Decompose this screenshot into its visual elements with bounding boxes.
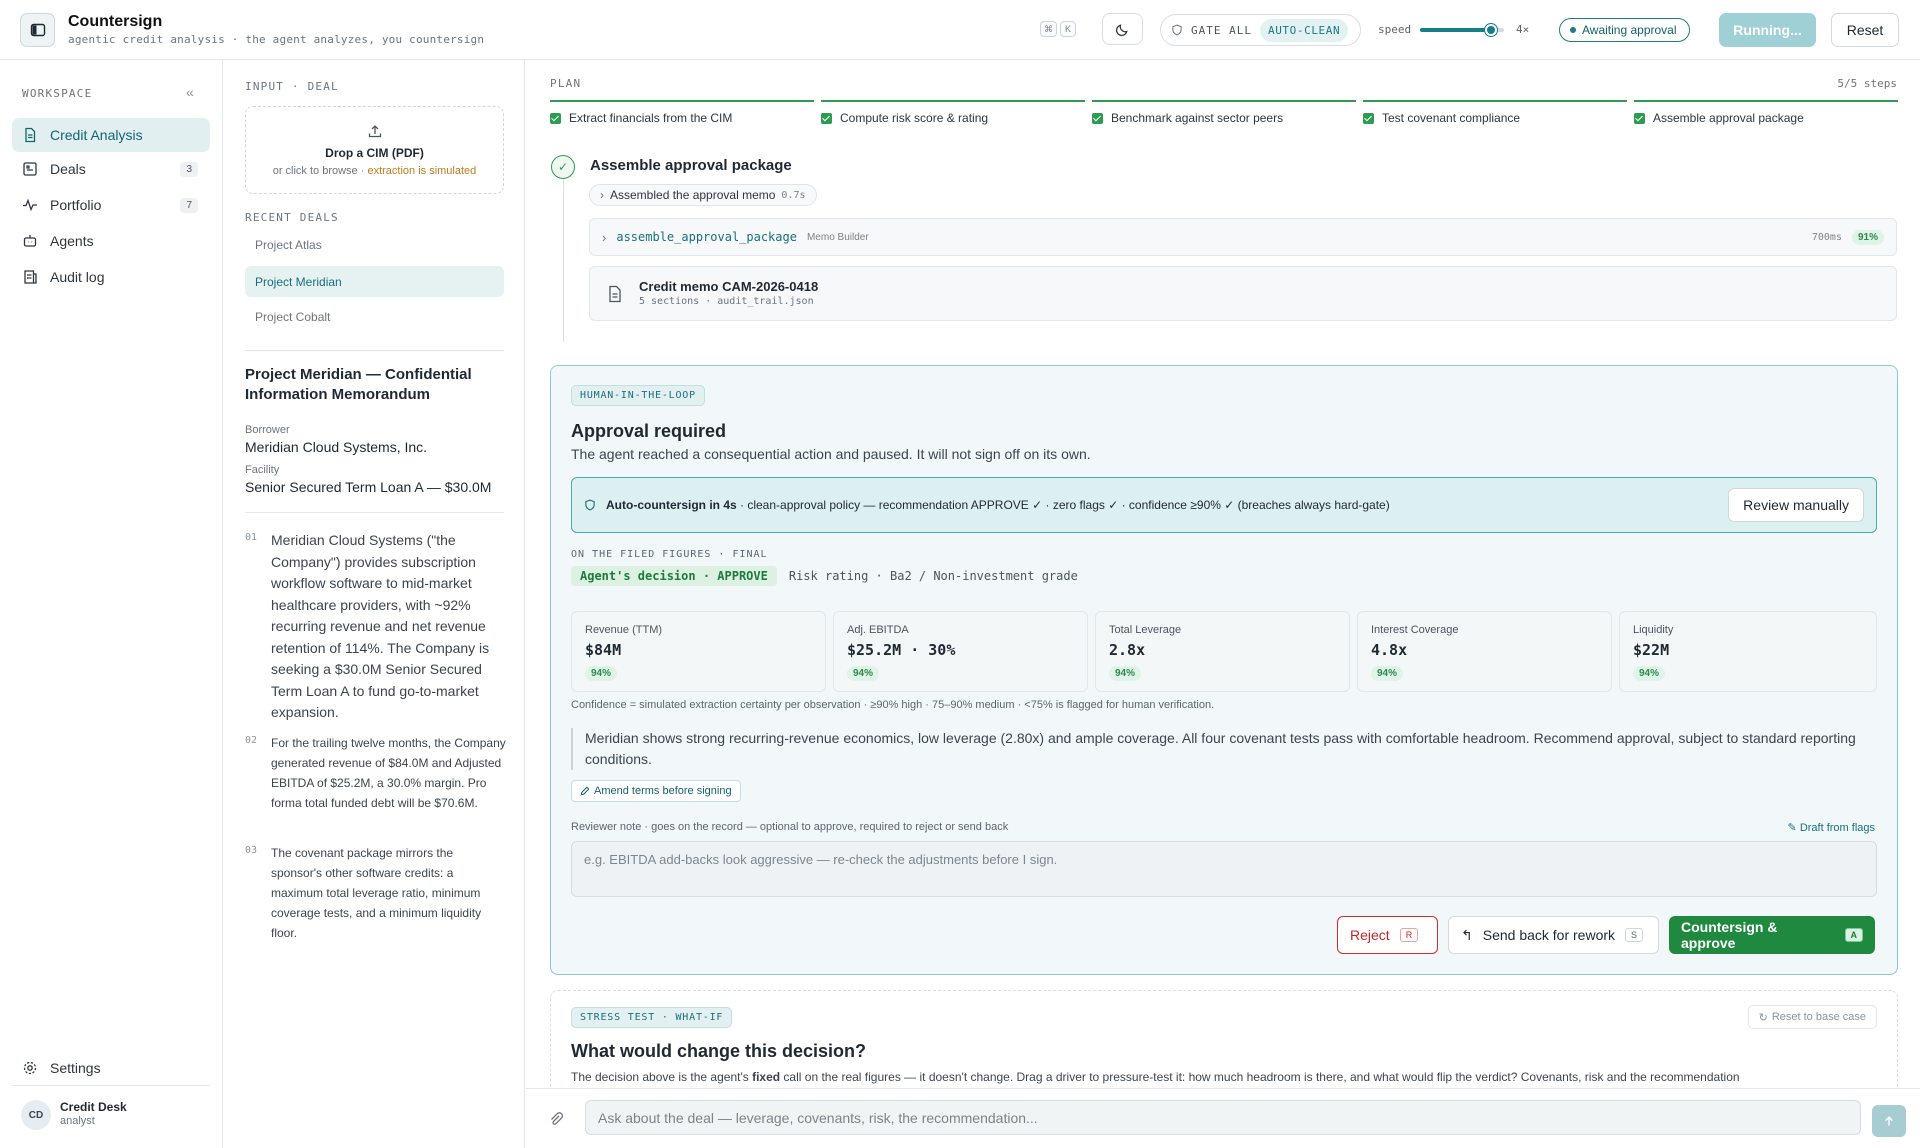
step-progress-bar	[1363, 100, 1627, 102]
step-label: Assemble approval package	[1653, 111, 1804, 125]
gate-mode-toggle[interactable]	[1160, 14, 1361, 46]
sidebar-item-settings[interactable]	[12, 1052, 210, 1084]
step-detail-toggle[interactable]	[589, 184, 817, 206]
reject-shortcut: R	[1400, 928, 1419, 942]
step-label: Extract financials from the CIM	[569, 111, 733, 125]
panel-icon	[30, 22, 46, 38]
shield-icon	[1171, 24, 1183, 36]
plan-step	[1634, 100, 1898, 125]
step-detail-label: Assembled the approval memo	[610, 188, 776, 202]
facility-value: Senior Secured Term Loan A — $30.0M	[245, 479, 492, 495]
approval-title: Approval required	[571, 421, 727, 441]
check-icon	[1092, 113, 1103, 124]
speed-slider-handle[interactable]	[1485, 24, 1497, 36]
user-role: analyst	[60, 1115, 95, 1127]
status-text: Awaiting approval	[1582, 23, 1677, 37]
metric-label: Total Leverage	[1109, 624, 1182, 636]
chat-input[interactable]: Ask about the deal — leverage, covenants, risk, the recommendation...	[585, 1100, 1861, 1135]
document-title: Project Meridian — Confidential Information Memorandum	[245, 366, 472, 403]
sidebar-item-label: Portfolio	[50, 197, 102, 213]
deal-panel	[223, 60, 525, 1148]
sidebar-item-agents[interactable]	[12, 224, 210, 258]
risk-rating: Risk rating · Ba2 / Non-investment grade	[788, 569, 1078, 583]
divider	[245, 350, 504, 351]
plan-step	[821, 100, 1085, 125]
metric-label: Adj. EBITDA	[847, 624, 909, 636]
step-label: Compute risk score & rating	[840, 111, 989, 125]
countersign-label: Countersign & approve	[1681, 919, 1778, 951]
cim-paragraph	[245, 733, 507, 813]
dropzone-title: Drop a CIM (PDF)	[325, 146, 424, 160]
dropzone-hint	[246, 165, 503, 177]
paragraph-number: 02	[245, 735, 258, 746]
recent-deal-item[interactable]: Project Meridian	[245, 266, 504, 297]
speed-slider[interactable]	[1420, 28, 1504, 32]
stress-test-title: What would change this decision?	[571, 1041, 867, 1061]
confidence-note: Confidence = simulated extraction certainty per observation · ≥90% high · 75–90% medium · <75% is flagged for human verification.	[571, 699, 1215, 711]
metric-label: Revenue (TTM)	[585, 624, 663, 636]
chevron-right-icon: ›	[600, 188, 604, 202]
decision-badge: Agent's decision · APPROVE	[571, 566, 777, 586]
app-title: Countersign	[68, 13, 163, 30]
plan-step	[550, 100, 814, 125]
collapse-sidebar-icon[interactable]: «	[186, 84, 194, 100]
cim-dropzone[interactable]	[245, 106, 504, 194]
metric-card	[833, 611, 1088, 692]
settings-label: Settings	[50, 1060, 101, 1076]
running-button[interactable]: Running...	[1719, 13, 1816, 47]
metric-label: Liquidity	[1633, 624, 1674, 636]
deals-icon	[22, 161, 38, 177]
borrower-label: Borrower	[245, 424, 290, 436]
document-icon	[22, 127, 38, 143]
plan-step-count: 5/5 steps	[1837, 77, 1897, 90]
confidence-badge: 94%	[1633, 666, 1665, 681]
theme-toggle-button[interactable]	[1102, 13, 1143, 45]
send-back-button[interactable]	[1448, 916, 1659, 954]
facility-label: Facility	[245, 464, 280, 476]
shield-icon	[584, 499, 596, 511]
cmd-key: ⌘	[1040, 21, 1057, 37]
amend-terms-label: Amend terms before signing	[594, 785, 732, 797]
countersign-approve-button[interactable]	[1669, 916, 1875, 954]
metric-value: $25.2M · 30%	[847, 641, 956, 659]
step-label: Benchmark against sector peers	[1111, 111, 1284, 125]
cim-paragraph	[245, 843, 507, 943]
paragraph-text: For the trailing twelve months, the Company generated revenue of $84.0M and Adjusted EBITDA of $25.2M, a 30.0% margin. Pro forma total funded debt will be $70.6M.	[271, 736, 506, 810]
sidebar-item-audit-log[interactable]	[12, 260, 210, 294]
upload-icon	[367, 123, 383, 139]
confidence-badge: 94%	[847, 666, 879, 681]
divider	[245, 512, 504, 513]
metric-value: 4.8x	[1371, 641, 1408, 659]
reviewer-note-label: Reviewer note · goes on the record — optional to approve, required to reject or send back	[571, 821, 1009, 833]
step-progress-bar	[821, 100, 1085, 102]
stress-desc-c: call on the real figures — it doesn't change. Drag a driver to pressure-test it: how much headroom is there, and what would flip the verdict? Covenants, risk and the recommendation	[780, 1070, 1740, 1084]
reset-base-case-button[interactable]	[1748, 1005, 1877, 1029]
recent-deal-item[interactable]: Project Atlas	[255, 238, 322, 252]
gate-all-option[interactable]: GATE ALL	[1191, 23, 1252, 37]
pencil-icon	[580, 786, 590, 796]
amend-terms-button[interactable]	[571, 780, 741, 802]
filed-figures-label: ON THE FILED FIGURES · FINAL	[571, 549, 768, 560]
metric-value: $84M	[585, 641, 622, 659]
avatar: CD	[21, 1100, 51, 1130]
step-complete-icon: ✓	[551, 155, 575, 179]
confidence-badge: 94%	[585, 666, 617, 681]
top-bar	[0, 0, 1920, 60]
plan-step	[1092, 100, 1356, 125]
reset-icon: ↻	[1758, 1011, 1768, 1024]
speed-value: 4×	[1516, 23, 1530, 36]
check-icon	[550, 113, 561, 124]
approval-description: The agent reached a consequential action and paused. It will not sign off on its own.	[571, 446, 1091, 462]
confidence-badge: 94%	[1109, 666, 1141, 681]
check-icon	[1634, 113, 1645, 124]
timeline-step-title: Assemble approval package	[590, 157, 792, 174]
recent-deal-item[interactable]: Project Cobalt	[255, 310, 331, 324]
metric-card	[1619, 611, 1877, 692]
status-badge	[1559, 18, 1690, 42]
dropzone-hint-accent: extraction is simulated	[367, 165, 477, 177]
send-back-label: Send back for rework	[1482, 927, 1616, 943]
draft-from-flags-link[interactable]: ✎ Draft from flags	[1787, 822, 1875, 834]
sidebar-item-label: Audit log	[50, 269, 105, 285]
file-icon	[607, 285, 623, 303]
auto-countersign-text	[606, 498, 1390, 512]
auto-countersign-countdown: Auto-countersign in 4s	[606, 498, 737, 512]
check-icon	[1363, 113, 1374, 124]
draft-from-flags-label: Draft from flags	[1799, 822, 1875, 834]
stress-test-card	[550, 990, 1898, 1088]
auto-countersign-banner	[571, 477, 1877, 533]
tool-name: assemble_approval_package	[616, 230, 797, 244]
approve-shortcut: A	[1845, 928, 1864, 942]
sidebar-item-label: Agents	[50, 233, 94, 249]
robot-icon	[22, 233, 38, 249]
sidebar-item-deals[interactable]	[12, 152, 210, 186]
paragraph-number: 01	[245, 532, 258, 543]
sidebar-item-label: Credit Analysis	[50, 127, 143, 143]
stress-desc-a: The decision above is the agent's	[571, 1070, 753, 1084]
auto-clean-option[interactable]: AUTO-CLEAN	[1260, 19, 1348, 42]
auto-countersign-policy: · clean-approval policy — recommendation APPROVE ✓ · zero flags ✓ · confidence ≥90% ✓ (breaches always hard-gate)	[736, 498, 1390, 512]
confidence-badge: 91%	[1852, 230, 1884, 245]
paragraph-number: 03	[245, 845, 258, 856]
audit-icon	[22, 269, 38, 285]
memo-artifact[interactable]	[589, 266, 1897, 321]
reset-base-case-label: Reset to base case	[1771, 1011, 1866, 1023]
tool-duration: 700ms	[1811, 231, 1842, 243]
tool-agent: Memo Builder	[806, 231, 869, 243]
input-deal-label: INPUT · DEAL	[245, 80, 339, 93]
hitl-tag: HUMAN-IN-THE-LOOP	[571, 385, 705, 406]
sidebar-item-portfolio[interactable]	[12, 188, 210, 222]
gear-icon	[22, 1060, 38, 1076]
user-name: Credit Desk	[60, 1100, 127, 1114]
paragraph-text: Meridian Cloud Systems ("the Company") provides subscription workflow software to mid-market healthcare providers, with ~92% recurring revenue and net revenue retention of 114%. The Company is seeking a $30.0M Senior Secured Term Loan A to fund go-to-market expansion.	[271, 532, 490, 720]
memo-title: Credit memo CAM-2026-0418	[639, 279, 819, 294]
metric-value: 2.8x	[1109, 641, 1146, 659]
plan-step	[1363, 100, 1627, 125]
undo-icon: ↰	[1461, 926, 1473, 943]
paragraph-text: The covenant package mirrors the sponsor's other software credits: a maximum total leverage ratio, minimum coverage tests, and a minimum liquidity floor.	[271, 846, 482, 940]
review-manually-button[interactable]: Review manually	[1728, 488, 1864, 522]
reject-button[interactable]	[1337, 916, 1438, 954]
step-progress-bar	[1092, 100, 1356, 102]
stress-test-description	[571, 1070, 1740, 1084]
workspace-label: WORKSPACE	[22, 87, 93, 100]
sidebar	[0, 60, 223, 1148]
timeline-line	[563, 160, 564, 342]
pulse-icon	[22, 197, 38, 213]
metric-label: Interest Coverage	[1371, 624, 1459, 636]
moon-icon	[1115, 22, 1130, 37]
confidence-badge: 94%	[1371, 666, 1403, 681]
recommendation-summary: Meridian shows strong recurring-revenue economics, low leverage (2.80x) and ample coverage. All four covenant tests pass with comfortable headroom. Recommend approval, subject to standard reporting conditions.	[571, 728, 1877, 770]
speed-label: speed	[1378, 23, 1412, 36]
count-badge: 3	[180, 162, 198, 177]
borrower-value: Meridian Cloud Systems, Inc.	[245, 439, 428, 455]
paperclip-icon[interactable]	[548, 1111, 564, 1127]
app-subtitle: agentic credit analysis · the agent analyzes, you countersign	[68, 33, 485, 46]
step-progress-bar	[550, 100, 814, 102]
stress-desc-b: fixed	[752, 1070, 781, 1084]
step-label: Test covenant compliance	[1382, 111, 1521, 125]
sidebar-toggle-button[interactable]	[20, 13, 55, 47]
metric-card	[571, 611, 826, 692]
k-key: K	[1060, 21, 1076, 37]
memo-subtitle: 5 sections · audit_trail.json	[639, 296, 814, 307]
stress-test-tag: STRESS TEST · WHAT-IF	[571, 1007, 732, 1028]
metric-value: $22M	[1633, 641, 1670, 659]
send-button[interactable]	[1872, 1105, 1906, 1137]
user-card[interactable]	[12, 1085, 210, 1145]
reviewer-note-input[interactable]: e.g. EBITDA add-backs look aggressive — re-check the adjustments before I sign.	[571, 841, 1877, 897]
speed-slider-fill	[1420, 28, 1491, 32]
reject-label: Reject	[1350, 927, 1390, 943]
tool-call-row[interactable]	[589, 218, 1897, 256]
recent-deals-label: RECENT DEALS	[245, 211, 339, 224]
arrow-up-icon	[1883, 1115, 1895, 1127]
send-back-shortcut: S	[1625, 928, 1643, 942]
plan-label: PLAN	[550, 77, 582, 90]
step-progress-bar	[1634, 100, 1898, 102]
check-icon	[821, 113, 832, 124]
step-duration: 0.7s	[781, 189, 806, 201]
metric-card	[1095, 611, 1350, 692]
sidebar-item-credit-analysis[interactable]	[12, 118, 210, 152]
count-badge: 7	[180, 198, 198, 213]
cim-paragraph	[245, 530, 507, 724]
command-shortcut[interactable]	[1040, 21, 1076, 37]
chat-bar	[526, 1088, 1920, 1148]
metric-card	[1357, 611, 1612, 692]
sidebar-item-label: Deals	[50, 161, 86, 177]
dropzone-hint-text: or click to browse ·	[272, 165, 368, 177]
approval-card	[550, 365, 1898, 975]
reset-button[interactable]: Reset	[1831, 13, 1899, 47]
status-dot-icon	[1570, 27, 1576, 33]
chevron-right-icon: ›	[602, 229, 607, 245]
main-content	[526, 60, 1920, 1088]
